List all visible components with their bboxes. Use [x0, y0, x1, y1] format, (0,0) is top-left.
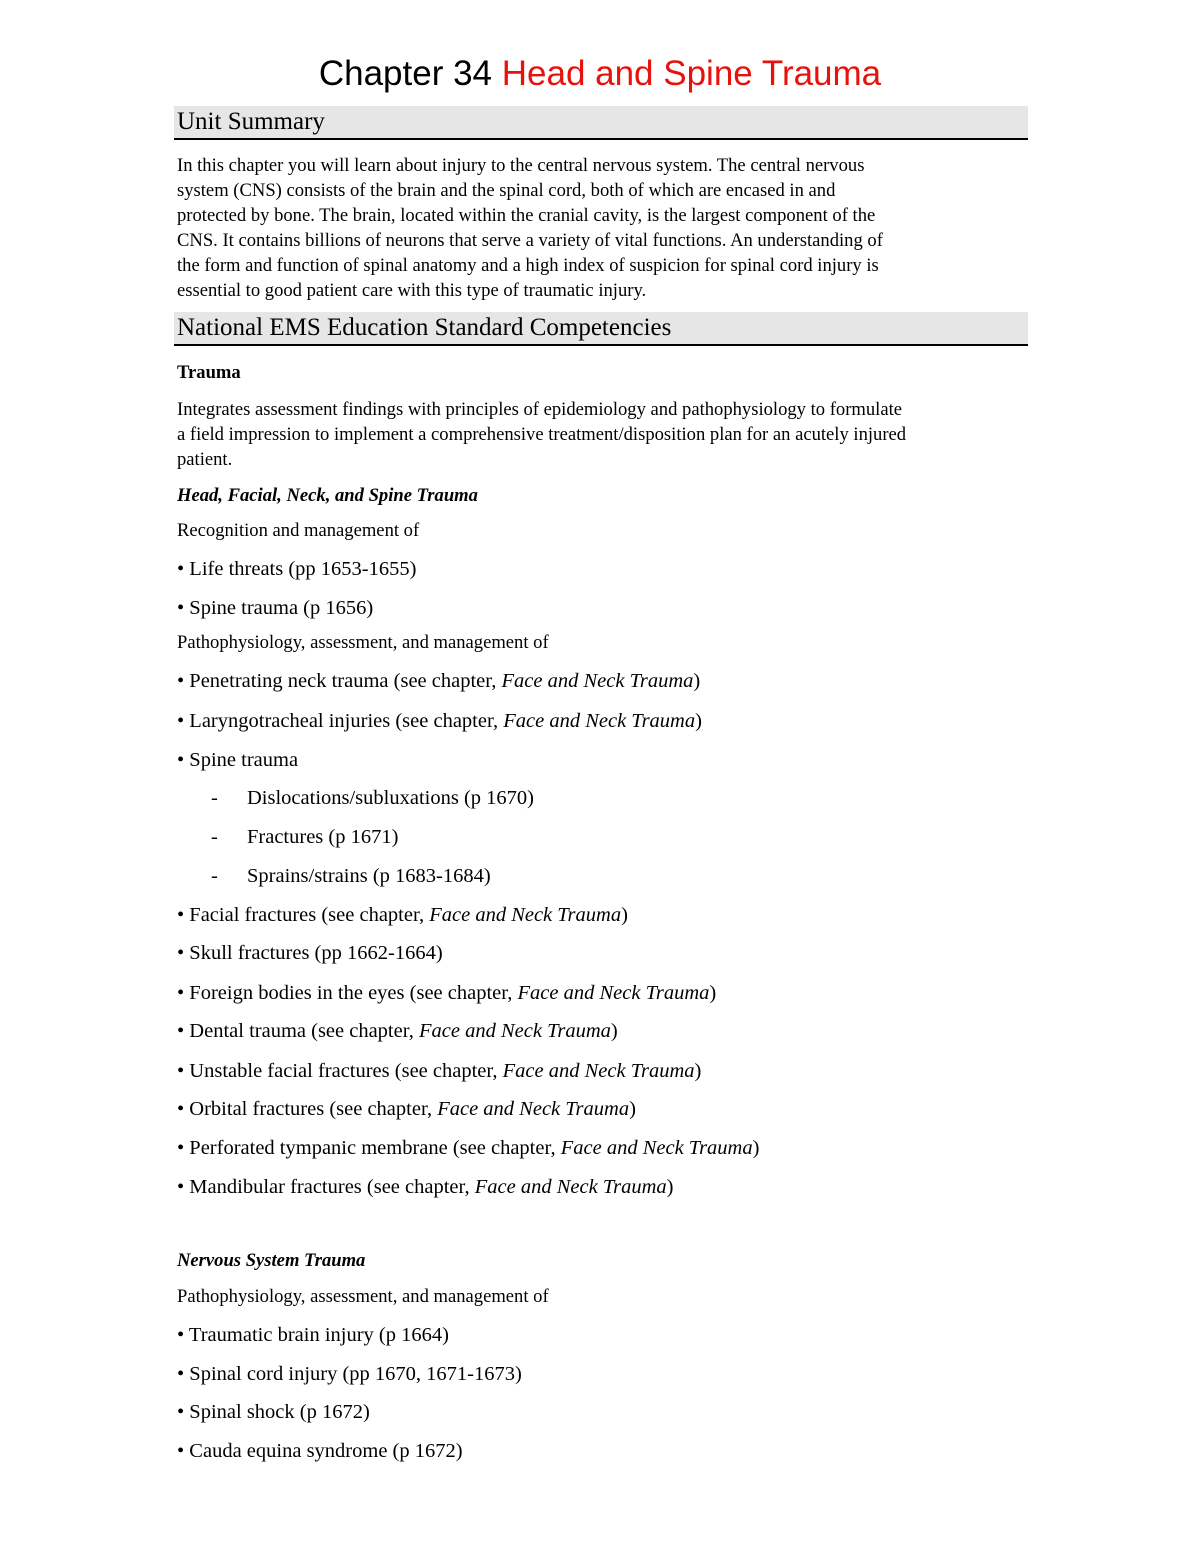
list-item: • Skull fractures (pp 1662-1664)	[177, 942, 443, 964]
trauma-line: a field impression to implement a comprehensive treatment/disposition plan for an acutely injured	[177, 424, 907, 445]
hfns-intro-pathophysiology: Pathophysiology, assessment, and management of	[177, 632, 549, 653]
summary-line: In this chapter you will learn about injury to the central nervous system. The central nervous	[177, 155, 865, 176]
sub-list-item: - Dislocations/subluxations (p 1670)	[211, 787, 534, 809]
list-item: • Traumatic brain injury (p 1664)	[177, 1324, 449, 1346]
list-item: • Spinal shock (p 1672)	[177, 1401, 370, 1423]
list-item: • Life threats (pp 1653-1655)	[177, 558, 417, 580]
trauma-paragraph	[177, 397, 1027, 472]
hfns-heading: Head, Facial, Neck, and Spine Trauma	[177, 485, 478, 506]
list-item: • Foreign bodies in the eyes (see chapter, Face and Neck Trauma)	[177, 982, 717, 1004]
list-item: • Mandibular fractures (see chapter, Face and Neck Trauma)	[177, 1176, 674, 1198]
list-item: • Penetrating neck trauma (see chapter, Face and Neck Trauma)	[177, 670, 701, 692]
trauma-line: Integrates assessment findings with principles of epidemiology and pathophysiology to formulate	[177, 399, 903, 420]
chapter-name: Head and Spine Trauma	[501, 54, 882, 93]
list-item: • Unstable facial fractures (see chapter, Face and Neck Trauma)	[177, 1060, 702, 1082]
list-item: • Dental trauma (see chapter, Face and Neck Trauma)	[177, 1020, 618, 1042]
hfns-intro-recognition: Recognition and management of	[177, 520, 420, 541]
summary-line: system (CNS) consists of the brain and the spinal cord, both of which are encased in and	[177, 180, 836, 201]
chapter-number: Chapter 34	[318, 54, 492, 93]
nervous-heading: Nervous System Trauma	[177, 1250, 366, 1271]
list-item: • Cauda equina syndrome (p 1672)	[177, 1440, 463, 1462]
list-item: • Spine trauma (p 1656)	[177, 597, 374, 619]
summary-line: CNS. It contains billions of neurons that serve a variety of vital functions. An understanding of	[177, 230, 883, 251]
list-item: • Laryngotracheal injuries (see chapter, Face and Neck Trauma)	[177, 710, 702, 732]
summary-line: essential to good patient care with this type of traumatic injury.	[177, 280, 647, 301]
chapter-title	[0, 52, 1200, 96]
list-item: • Spinal cord injury (pp 1670, 1671-1673)	[177, 1363, 522, 1385]
trauma-line: patient.	[177, 449, 233, 470]
list-item: • Facial fractures (see chapter, Face and Neck Trauma)	[177, 904, 628, 926]
list-item: • Spine trauma	[177, 749, 299, 771]
summary-line: the form and function of spinal anatomy and a high index of suspicion for spinal cord injury is	[177, 255, 879, 276]
competencies-heading: National EMS Education Standard Competencies	[174, 312, 1028, 346]
sub-list-item: - Sprains/strains (p 1683-1684)	[211, 865, 491, 887]
list-item: • Perforated tympanic membrane (see chapter, Face and Neck Trauma)	[177, 1137, 760, 1159]
list-item: • Orbital fractures (see chapter, Face and Neck Trauma)	[177, 1098, 636, 1120]
summary-line: protected by bone. The brain, located within the cranial cavity, is the largest component of the	[177, 205, 876, 226]
trauma-label: Trauma	[177, 362, 241, 383]
unit-summary-paragraph	[177, 153, 1027, 303]
unit-summary-heading: Unit Summary	[174, 106, 1028, 140]
nervous-intro: Pathophysiology, assessment, and management of	[177, 1286, 549, 1307]
sub-list-item: - Fractures (p 1671)	[211, 826, 399, 848]
